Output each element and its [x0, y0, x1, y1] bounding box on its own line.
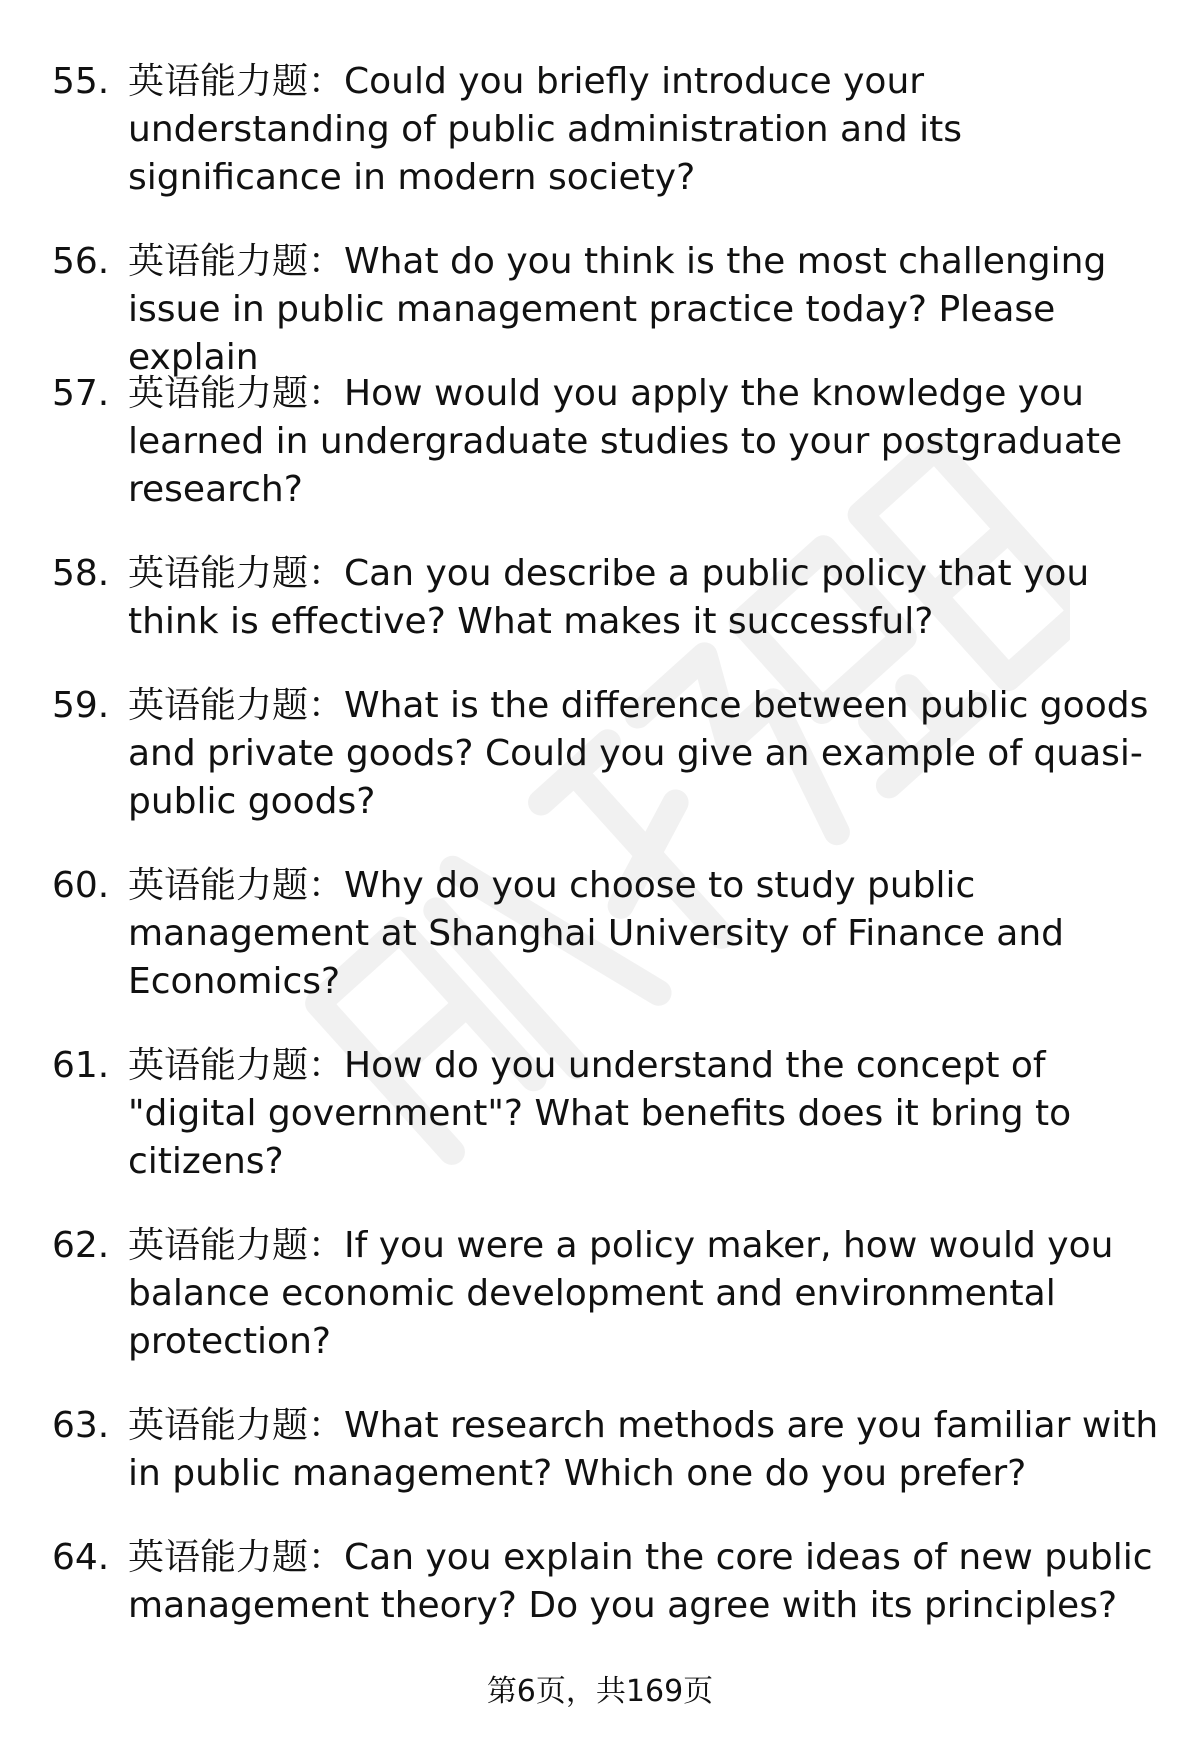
question-number: 57.	[52, 373, 110, 414]
question-number: 63.	[52, 1405, 110, 1446]
question-content	[128, 682, 1160, 826]
question-content	[128, 1222, 1160, 1366]
question-content	[128, 1534, 1160, 1630]
question-text: Can you explain the core ideas of new public management theory? Do you agree with its principles?	[128, 1537, 1153, 1626]
question-tag: 英语能力题：	[128, 1405, 345, 1446]
question-text: Why do you choose to study public management at Shanghai University of Finance and Economics?	[128, 865, 1065, 1002]
question-tag: 英语能力题：	[128, 61, 345, 102]
question-content	[128, 370, 1160, 514]
question-item	[0, 370, 1200, 514]
question-item	[0, 1222, 1200, 1366]
question-content	[128, 862, 1160, 1006]
question-item	[0, 238, 1200, 378]
question-number: 60.	[52, 865, 110, 906]
question-tag: 英语能力题：	[128, 1225, 345, 1266]
question-item	[0, 1534, 1200, 1630]
question-number: 62.	[52, 1225, 110, 1266]
page-footer: 第6页，共169页	[486, 1674, 714, 1709]
question-tag: 英语能力题：	[128, 865, 345, 906]
question-text: How would you apply the knowledge you learned in undergraduate studies to your postgraduate research?	[128, 373, 1123, 510]
question-content	[128, 1402, 1160, 1498]
question-text: How do you understand the concept of "digital government"? What benefits does it bring to citizens?	[128, 1045, 1072, 1182]
question-item	[0, 550, 1200, 646]
question-content	[128, 550, 1160, 646]
question-tag: 英语能力题：	[128, 1045, 345, 1086]
question-number: 56.	[52, 241, 110, 282]
question-text: Could you briefly introduce your understanding of public administration and its significance in modern society?	[128, 61, 963, 198]
question-text: If you were a policy maker, how would you balance economic development and environmental protection?	[128, 1225, 1114, 1362]
question-tag: 英语能力题：	[128, 373, 345, 414]
question-text: What research methods are you familiar with in public management? Which one do you prefer?	[128, 1405, 1159, 1494]
question-content	[128, 238, 1160, 382]
question-tag: 英语能力题：	[128, 1537, 345, 1578]
question-number: 59.	[52, 685, 110, 726]
question-number: 55.	[52, 61, 110, 102]
question-content	[128, 58, 1160, 202]
question-number: 61.	[52, 1045, 110, 1086]
question-text: What do you think is the most challenging issue in public management practice today? Please explain	[128, 241, 1107, 378]
question-list	[0, 58, 1200, 1666]
question-tag: 英语能力题：	[128, 553, 345, 594]
question-content	[128, 1042, 1160, 1186]
question-item	[0, 1402, 1200, 1498]
question-number: 64.	[52, 1537, 110, 1578]
question-tag: 英语能力题：	[128, 685, 345, 726]
question-tag: 英语能力题：	[128, 241, 345, 282]
question-item	[0, 58, 1200, 202]
question-number: 58.	[52, 553, 110, 594]
question-item	[0, 862, 1200, 1006]
question-text: What is the difference between public goods and private goods? Could you give an example of quasi-public goods?	[128, 685, 1149, 822]
question-text: Can you describe a public policy that you think is effective? What makes it successful?	[128, 553, 1090, 642]
question-item	[0, 682, 1200, 826]
question-item	[0, 1042, 1200, 1186]
